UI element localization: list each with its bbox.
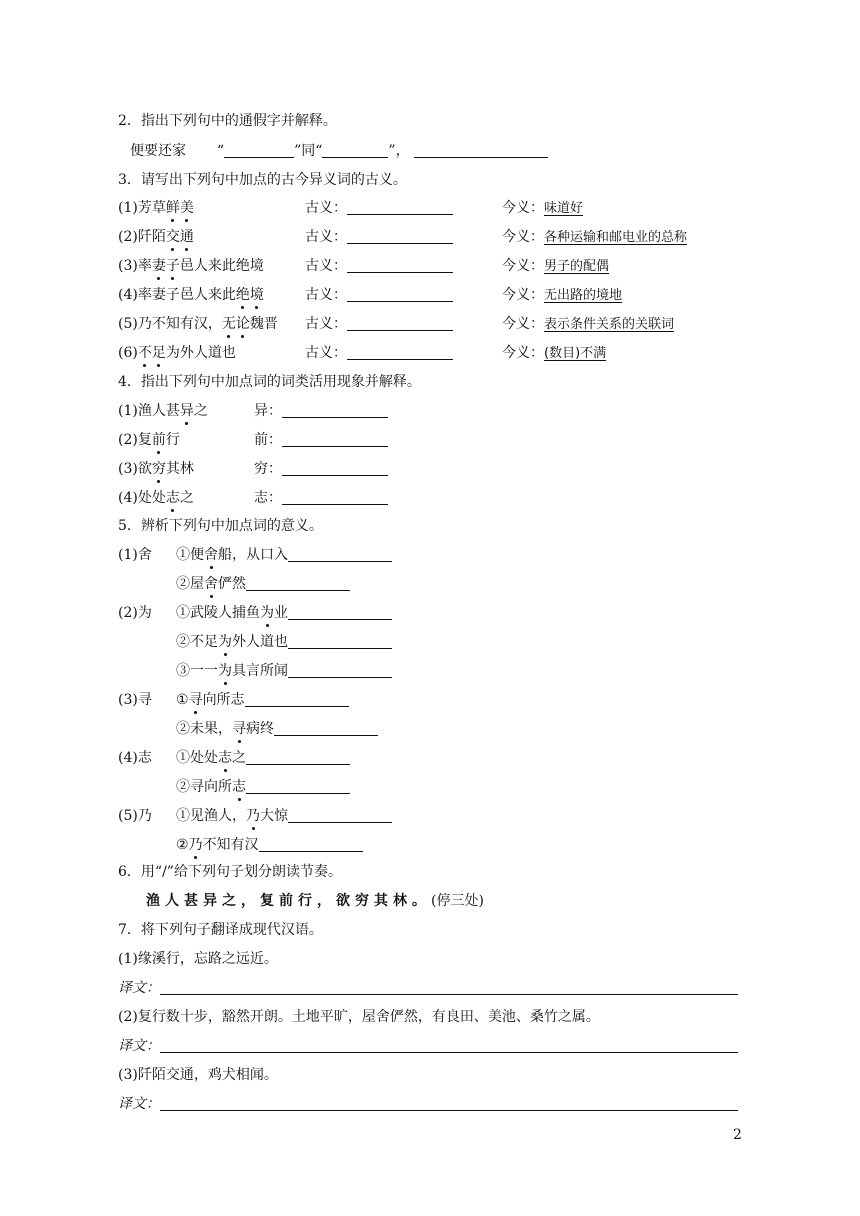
- q3-num: (1): [118, 200, 138, 216]
- q5-blank[interactable]: [246, 576, 350, 591]
- q3-row: [118, 286, 758, 304]
- text: 未果，: [190, 721, 232, 737]
- q5-blank[interactable]: [274, 721, 378, 736]
- dotted-char: 境: [249, 287, 264, 303]
- jin-label: 今义：: [502, 316, 544, 332]
- text: 大惊: [260, 808, 288, 824]
- q3-gu: [305, 315, 453, 333]
- q5-row: [118, 749, 438, 767]
- q5-item: [176, 836, 363, 854]
- q5-group-label: (2)为: [118, 605, 152, 621]
- gu-blank[interactable]: [347, 258, 453, 273]
- q5-group-label: (3)寻: [118, 692, 152, 708]
- q5-item: [176, 604, 392, 622]
- q3-num: (6): [118, 345, 138, 361]
- text: 武陵人捕鱼: [190, 605, 260, 621]
- q6-note: (停三处): [431, 893, 484, 909]
- jin-label: 今义：: [502, 229, 544, 245]
- text: 之: [193, 403, 208, 419]
- dotted-char: 舍: [204, 576, 218, 592]
- q5-row: [118, 604, 438, 622]
- q5-blank[interactable]: [246, 750, 350, 765]
- q3-num: (5): [118, 316, 138, 332]
- gu-label: 古义：: [305, 345, 347, 361]
- q5-row: [118, 836, 438, 854]
- q7-translation-row: [118, 979, 738, 997]
- q5-item-num: ①: [176, 808, 190, 824]
- dotted-char: 美: [179, 200, 194, 216]
- dotted-word: [232, 721, 246, 737]
- dotted-char: 鲜: [165, 200, 180, 216]
- q3-jin: [502, 257, 609, 276]
- q4-heading: 4．指出下列句中加点词的词类活用现象并解释。: [118, 374, 421, 390]
- q5-item-num: ①: [176, 750, 190, 766]
- gu-label: 古义：: [305, 200, 347, 216]
- text: 复: [137, 432, 152, 448]
- q5-item-num: ②: [176, 837, 189, 853]
- q5-group-label: (5)乃: [118, 808, 152, 824]
- q5-blank[interactable]: [245, 692, 349, 707]
- q2-heading: 2．指出下列句中的通假字并解释。: [118, 113, 337, 129]
- dotted-char: 寻: [232, 721, 246, 737]
- dotted-word: [204, 547, 218, 563]
- dotted-char: 论: [235, 316, 250, 332]
- dotted-word: [189, 692, 203, 708]
- jin-label: 今义：: [502, 200, 544, 216]
- q5-row: [118, 546, 438, 564]
- q6-heading: 6．用“/”给下列句子划分朗读节奏。: [118, 864, 342, 880]
- q2-close-quote: ”，: [388, 143, 410, 159]
- q5-row: [118, 575, 438, 593]
- dotted-char: 乃: [246, 808, 260, 824]
- q5-blank[interactable]: [288, 634, 392, 649]
- text: 欲: [137, 461, 152, 477]
- q3-row: [118, 257, 758, 275]
- q5-item-num: ①: [176, 547, 190, 563]
- jin-meaning: 味道好: [544, 201, 584, 216]
- q3-jin: [502, 199, 583, 218]
- jin-label: 今义：: [502, 345, 544, 361]
- text: 病终: [246, 721, 274, 737]
- q3-gu: [305, 199, 453, 217]
- dotted-char: 志: [165, 490, 180, 506]
- text: 业: [274, 605, 288, 621]
- q2-blank-1[interactable]: [224, 143, 294, 158]
- q5-item: [176, 691, 349, 709]
- translation-blank[interactable]: [160, 1095, 738, 1111]
- q7-sentence: (2)复行数十步，豁然开朗。土地平旷，屋舍俨然，有良田、美池、桑竹之属。: [118, 1009, 600, 1025]
- dotted-char: 为: [218, 634, 232, 650]
- text: 为外人道也: [165, 345, 236, 361]
- q4-num: (4): [118, 490, 138, 506]
- text: 处处: [137, 490, 166, 506]
- q4-label: 穷：: [254, 461, 282, 477]
- q3-num: (2): [118, 229, 138, 245]
- translation-blank[interactable]: [160, 1037, 738, 1053]
- q5-item: [176, 662, 392, 680]
- translation-blank[interactable]: [160, 979, 738, 995]
- page-number: 2: [733, 1127, 742, 1143]
- text: 具言所闻: [232, 663, 288, 679]
- dotted-char: 前: [151, 432, 166, 448]
- q7-label: 译文：: [118, 1096, 160, 1112]
- q5-row: [118, 633, 438, 651]
- q3-gu: [305, 286, 453, 304]
- q5-item: [176, 720, 378, 738]
- dotted-word: [152, 258, 180, 274]
- q5-group-label: (4)志: [118, 750, 152, 766]
- dotted-char: 寻: [188, 692, 203, 708]
- gu-label: 古义：: [305, 258, 347, 274]
- q5-item-num: ②: [176, 576, 190, 592]
- dotted-char: 子: [165, 258, 180, 274]
- q2-blank-3[interactable]: [414, 143, 548, 158]
- q5-group-label: (1)舍: [118, 547, 152, 563]
- q7-translation-row: [118, 1037, 738, 1055]
- q5-item: [176, 575, 350, 593]
- text: 之: [232, 750, 246, 766]
- jin-meaning: 无出路的境地: [544, 288, 623, 303]
- jin-meaning: 各种运输和邮电业的总称: [544, 230, 688, 245]
- q5-item: [176, 749, 350, 767]
- dotted-char: 舍: [204, 547, 218, 563]
- text: 寻向所: [190, 779, 232, 795]
- q5-item: [176, 546, 392, 564]
- q4-answer: [254, 460, 388, 478]
- q5-item-num: ②: [176, 779, 190, 795]
- text: 处处: [190, 750, 218, 766]
- q5-item-num: ②: [176, 634, 190, 650]
- q5-heading: 5．辨析下列句中加点词的意义。: [118, 518, 323, 534]
- gu-blank[interactable]: [347, 316, 453, 331]
- q5-row: [118, 691, 438, 709]
- dotted-char: 志: [218, 750, 232, 766]
- q4-label: 异：: [254, 403, 282, 419]
- q3-num: (4): [118, 287, 138, 303]
- text: 率: [137, 258, 152, 274]
- q5-blank[interactable]: [288, 547, 392, 562]
- q3-row: [118, 228, 758, 246]
- jin-meaning: (数目)不满: [544, 346, 607, 361]
- dotted-char: 通: [179, 229, 194, 245]
- dotted-word: [222, 316, 250, 332]
- jin-label: 今义：: [502, 258, 544, 274]
- q5-item-num: ③: [176, 663, 190, 679]
- dotted-word: [152, 432, 166, 448]
- gu-label: 古义：: [305, 229, 347, 245]
- text: 邑人来此绝境: [179, 258, 264, 274]
- dotted-word: [218, 634, 232, 650]
- dotted-word: [260, 605, 274, 621]
- dotted-word: [152, 461, 166, 477]
- jin-label: 今义：: [502, 287, 544, 303]
- gu-blank[interactable]: [347, 287, 453, 302]
- text: 不足: [190, 634, 218, 650]
- dotted-char: 足: [151, 345, 166, 361]
- q5-blank[interactable]: [288, 663, 392, 678]
- text: 俨然: [218, 576, 246, 592]
- dotted-char: 异: [179, 403, 194, 419]
- dotted-word: [180, 403, 194, 419]
- dotted-char: 乃: [188, 837, 203, 853]
- jin-meaning: 男子的配偶: [544, 259, 610, 274]
- q3-row: [118, 344, 758, 362]
- q4-answer: [254, 489, 388, 507]
- q7-heading: 7．将下列句子翻译成现代汉语。: [118, 922, 323, 938]
- dotted-word: [138, 345, 166, 361]
- text: 其林: [165, 461, 194, 477]
- q3-gu: [305, 228, 453, 246]
- dotted-char: 妻: [151, 258, 166, 274]
- q5-item-num: ①: [176, 605, 190, 621]
- q5-item-num: ①: [176, 692, 189, 708]
- q7-translation-row: [118, 1095, 738, 1113]
- q4-answer: [254, 402, 388, 420]
- text: 便: [190, 547, 204, 563]
- q4-blank[interactable]: [282, 432, 388, 447]
- q7-label: 译文：: [118, 1038, 160, 1054]
- dotted-word: [246, 808, 260, 824]
- dotted-word: [166, 490, 180, 506]
- gu-blank[interactable]: [347, 200, 453, 215]
- q3-jin: [502, 315, 674, 334]
- q3-row: [118, 315, 758, 333]
- q4-row: [118, 431, 418, 449]
- q4-num: (3): [118, 461, 138, 477]
- q4-answer: [254, 431, 388, 449]
- text: 率妻子邑人来此: [137, 287, 236, 303]
- text: 外人道也: [232, 634, 288, 650]
- dotted-char: 不: [137, 345, 152, 361]
- text: 乃不知有汉，: [137, 316, 222, 332]
- q3-jin: [502, 228, 687, 247]
- q4-num: (2): [118, 432, 138, 448]
- q4-row: [118, 402, 418, 420]
- q5-item: [176, 633, 392, 651]
- text: 行: [165, 432, 180, 448]
- q4-label: 前：: [254, 432, 282, 448]
- q3-jin: [502, 286, 622, 305]
- q7-sentence: (1)缘溪行，忘路之远近。: [118, 951, 278, 967]
- q4-blank[interactable]: [282, 403, 388, 418]
- q2-mid-quote: ”同“: [294, 143, 323, 159]
- q4-row: [118, 460, 418, 478]
- dotted-word: [218, 663, 232, 679]
- q5-blank[interactable]: [288, 605, 392, 620]
- text: 船，从口入: [218, 547, 288, 563]
- q5-row: [118, 720, 438, 738]
- text: 屋: [190, 576, 204, 592]
- q5-item: [176, 778, 350, 796]
- q3-num: (3): [118, 258, 138, 274]
- q6-line: [146, 892, 484, 910]
- q2-blank-2[interactable]: [322, 143, 388, 158]
- q3-gu: [305, 344, 453, 362]
- dotted-word: [166, 200, 194, 216]
- dotted-char: 为: [218, 663, 232, 679]
- gu-label: 古义：: [305, 287, 347, 303]
- q5-row: [118, 807, 438, 825]
- text: 之: [179, 490, 194, 506]
- q4-num: (1): [118, 403, 138, 419]
- dotted-word: [166, 229, 194, 245]
- gu-label: 古义：: [305, 316, 347, 332]
- q5-row: [118, 778, 438, 796]
- q5-item-num: ②: [176, 721, 190, 737]
- dotted-word: [189, 837, 203, 853]
- q3-row: [118, 199, 758, 217]
- text: 渔人甚: [137, 403, 180, 419]
- text: 向所志: [202, 692, 245, 708]
- q6-sentence: 渔人甚异之，复前行，欲穷其林。: [146, 893, 431, 909]
- text: 不知有汉: [202, 837, 259, 853]
- dotted-char: 无: [221, 316, 236, 332]
- q3-jin: [502, 344, 606, 363]
- dotted-char: 穷: [151, 461, 166, 477]
- text: 见渔人，: [190, 808, 246, 824]
- q7-sentence: (3)阡陌交通，鸡犬相闻。: [118, 1067, 278, 1083]
- q2-phrase: 便要还家: [130, 143, 186, 159]
- q4-blank[interactable]: [282, 461, 388, 476]
- gu-blank[interactable]: [347, 229, 453, 244]
- q5-row: [118, 662, 438, 680]
- q2-open-quote: “: [216, 143, 225, 159]
- dotted-word: [204, 576, 218, 592]
- q7-label: 译文：: [118, 980, 160, 996]
- dotted-char: 为: [260, 605, 274, 621]
- dotted-word: [218, 750, 232, 766]
- q3-gu: [305, 257, 453, 275]
- dotted-word: [236, 287, 264, 303]
- q4-label: 志：: [254, 490, 282, 506]
- dotted-char: 志: [232, 779, 246, 795]
- text: 芳草: [137, 200, 166, 216]
- gu-blank[interactable]: [347, 345, 453, 360]
- dotted-char: 绝: [235, 287, 250, 303]
- q5-blank[interactable]: [259, 837, 363, 852]
- dotted-char: 交: [165, 229, 180, 245]
- q2-line: [130, 142, 548, 160]
- text: 魏晋: [249, 316, 278, 332]
- q3-heading: 3．请写出下列句中加点的古今异义词的古义。: [118, 172, 407, 188]
- q4-row: [118, 489, 418, 507]
- text: 一一: [190, 663, 218, 679]
- q4-blank[interactable]: [282, 490, 388, 505]
- q5-item: [176, 807, 392, 825]
- text: 阡陌: [137, 229, 166, 245]
- jin-meaning: 表示条件关系的关联词: [544, 317, 675, 332]
- q5-blank[interactable]: [246, 779, 350, 794]
- q5-blank[interactable]: [288, 808, 392, 823]
- dotted-word: [232, 779, 246, 795]
